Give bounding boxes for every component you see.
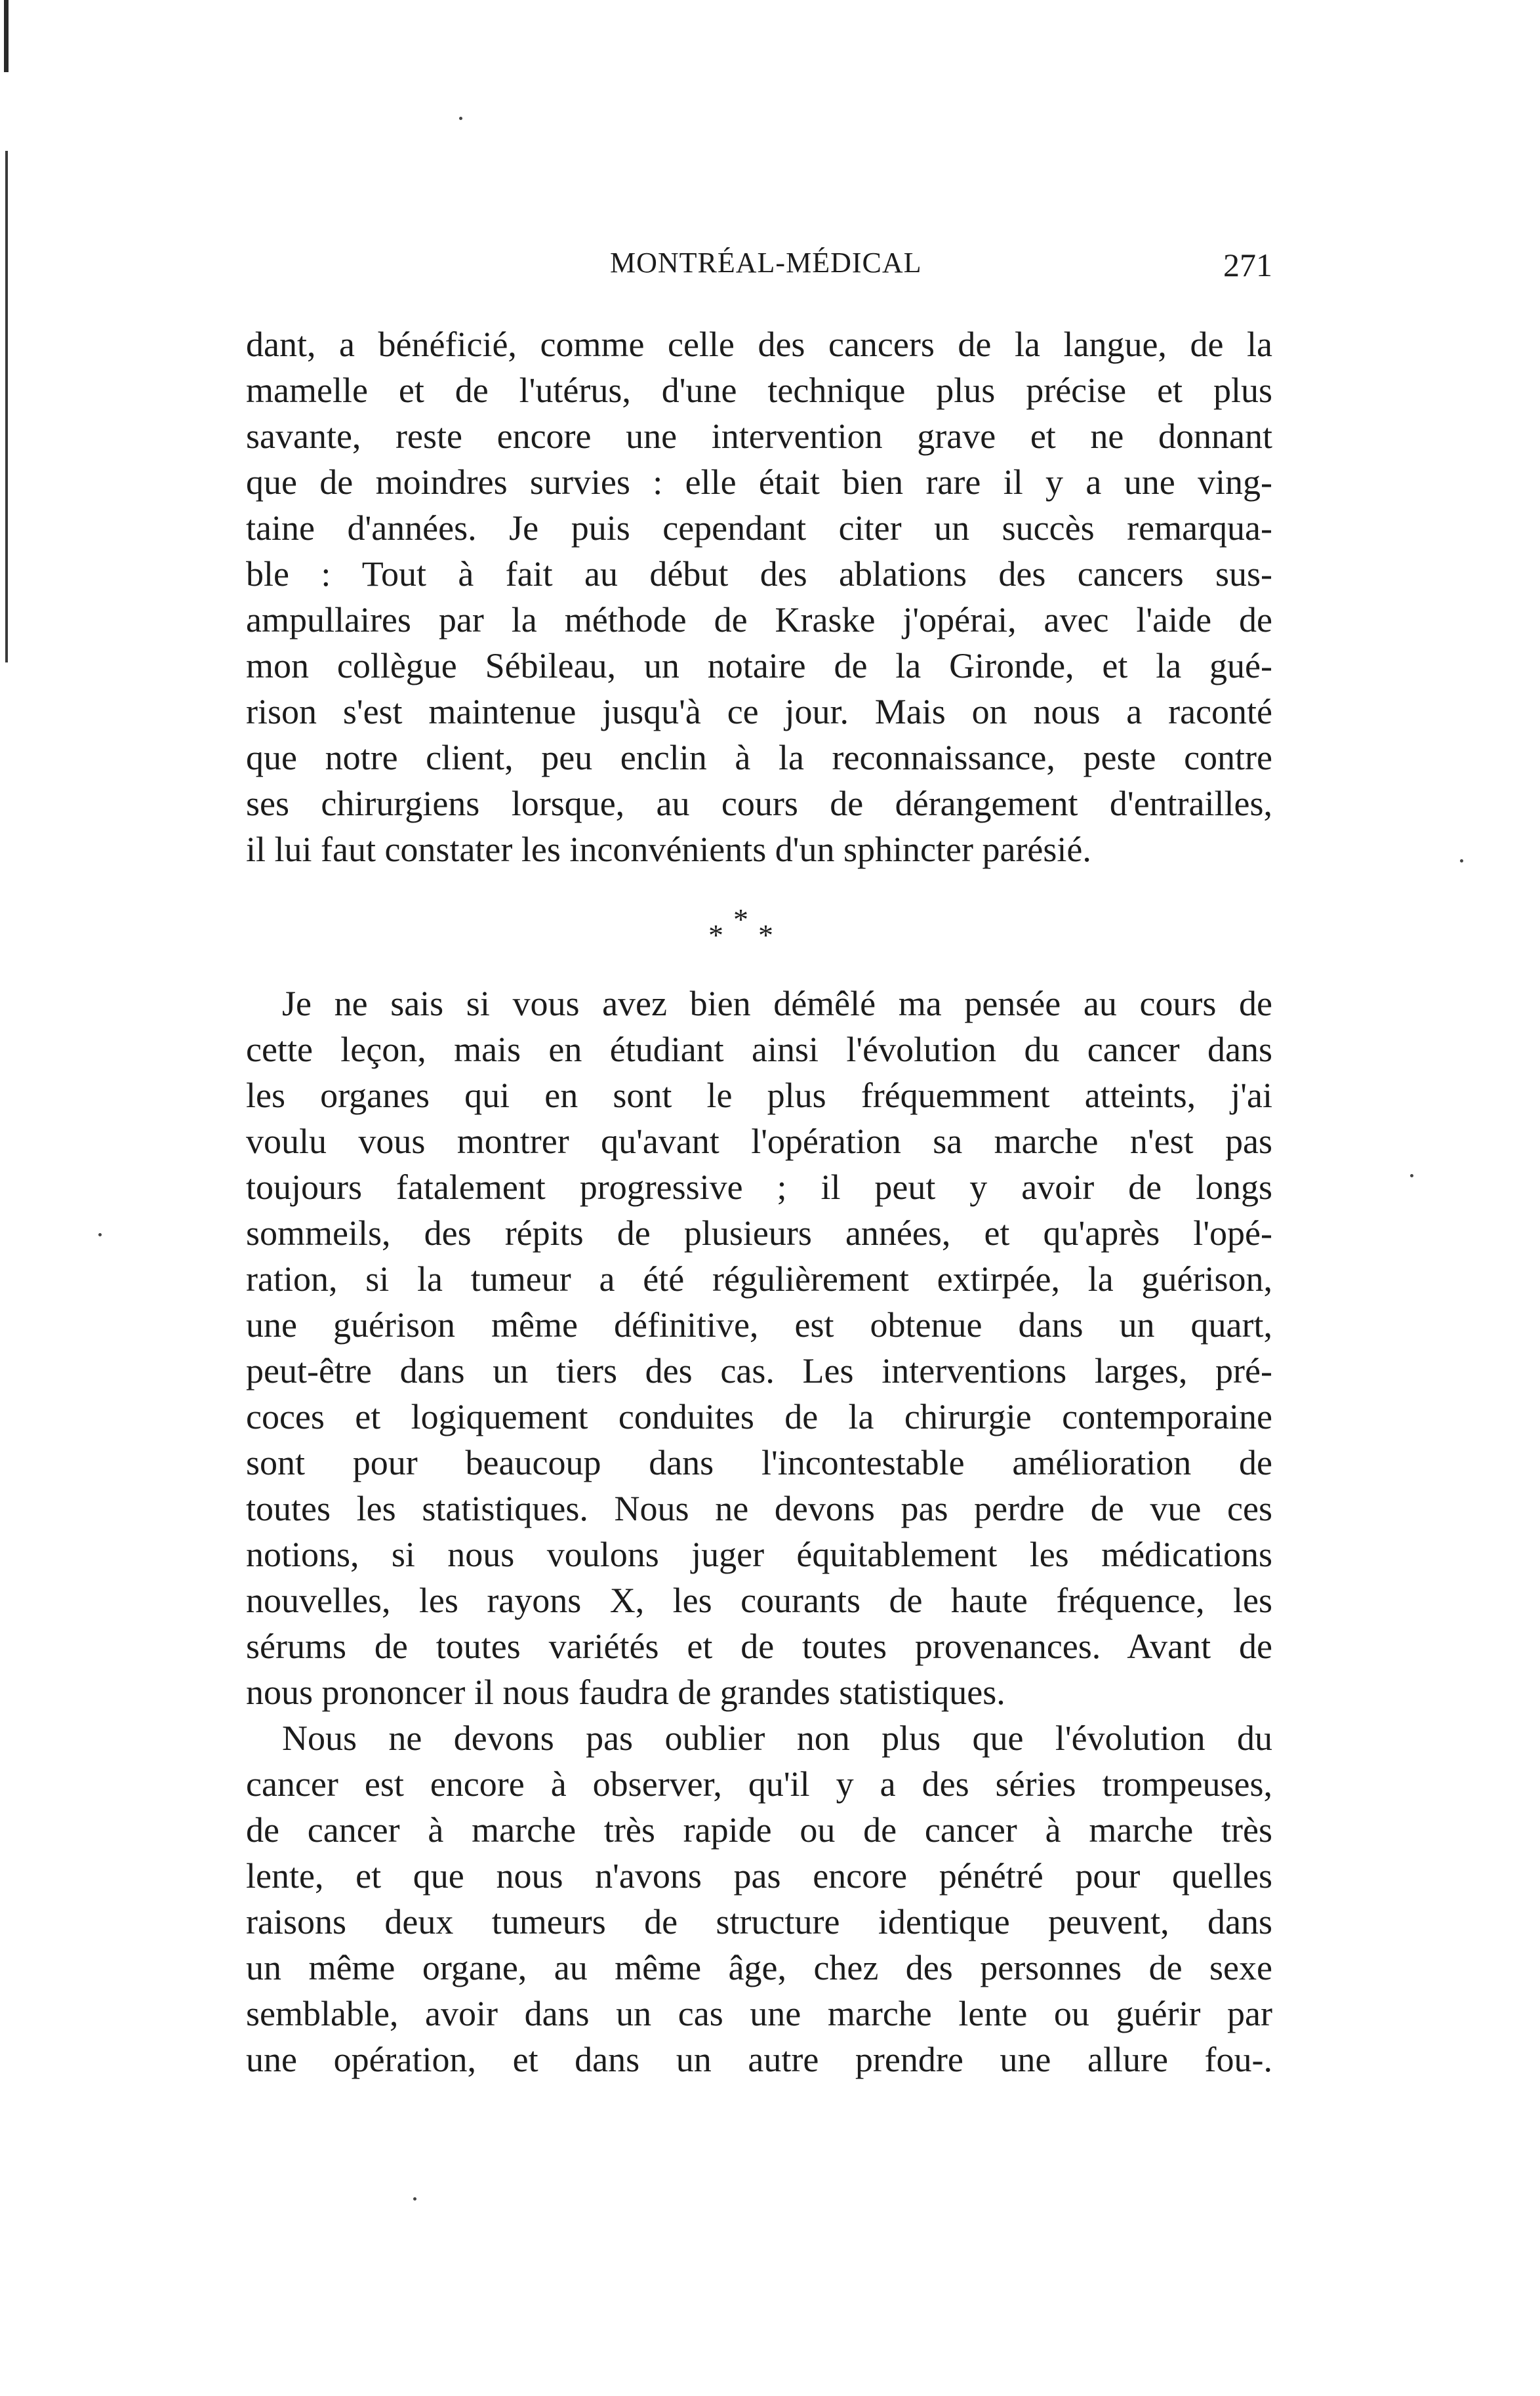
text-line: coces et logiquement conduites de la chirurgie contemporaine: [246, 1397, 1272, 1436]
text-line: cette leçon, mais en étudiant ainsi l'évolution du cancer dans: [246, 1030, 1272, 1069]
text-line: nouvelles, les rayons X, les courants de haute fréquence, les: [246, 1581, 1272, 1620]
paragraph: [246, 981, 1272, 1715]
text-line: ampullaires par la méthode de Kraske j'opérai, avec l'aide de: [246, 600, 1272, 640]
text-line: un même organe, au même âge, chez des personnes de sexe: [246, 1948, 1272, 1987]
scan-edge-mark: [5, 151, 8, 662]
text-line: dant, a bénéficié, comme celle des cancers de la langue, de la: [246, 325, 1272, 364]
asterisk: *: [733, 903, 748, 936]
scan-speck: [1410, 1174, 1413, 1177]
text-line: rison s'est maintenue jusqu'à ce jour. Mais on nous a raconté: [246, 692, 1272, 731]
page-number: 271: [1223, 247, 1272, 283]
paragraph: [246, 1715, 1272, 2082]
text-line: que notre client, peu enclin à la reconnaissance, peste contre: [246, 738, 1272, 777]
text-line: taine d'années. Je puis cependant citer un succès remarqua-: [246, 508, 1272, 548]
paragraph: [246, 321, 1272, 872]
text-line: ses chirurgiens lorsque, au cours de dérangement d'entrailles,: [246, 784, 1272, 823]
text-line: sérums de toutes variétés et de toutes provenances. Avant de: [246, 1627, 1272, 1666]
text-line: mamelle et de l'utérus, d'une technique plus précise et plus: [246, 371, 1272, 410]
scan-speck: [98, 1233, 102, 1236]
text-line: lente, et que nous n'avons pas encore pénétré pour quelles: [246, 1856, 1272, 1896]
running-title: MONTRÉAL-MÉDICAL: [610, 247, 922, 279]
text-line: voulu vous montrer qu'avant l'opération sa marche n'est pas: [246, 1122, 1272, 1161]
text-line: mon collègue Sébileau, un notaire de la Gironde, et la gué-: [246, 646, 1272, 685]
text-line: sont pour beaucoup dans l'incontestable amélioration de: [246, 1443, 1272, 1482]
text-line: il lui faut constater les inconvénients d'un sphincter parésié.: [246, 830, 1091, 869]
text-line: ration, si la tumeur a été régulièrement extirpée, la guérison,: [246, 1259, 1272, 1299]
text-line: raisons deux tumeurs de structure identique peuvent, dans: [246, 1902, 1272, 1941]
text-line: cancer est encore à observer, qu'il y a des séries trompeuses,: [246, 1764, 1272, 1804]
text-line: Je ne sais si vous avez bien démêlé ma pensée au cours de: [282, 984, 1272, 1023]
text-line: nous prononcer il nous faudra de grandes statistiques.: [246, 1673, 1005, 1712]
text-line: que de moindres survies : elle était bien rare il y a une ving-: [246, 462, 1272, 502]
text-line: notions, si nous voulons juger équitablement les médications: [246, 1535, 1272, 1574]
text-line: semblable, avoir dans un cas une marche lente ou guérir par: [246, 1994, 1272, 2033]
text-line: une guérison même définitive, est obtenue dans un quart,: [246, 1305, 1272, 1345]
section-asterism: [708, 902, 800, 954]
text-line: savante, reste encore une intervention grave et ne donnant: [246, 416, 1272, 456]
page-header: [246, 246, 1272, 292]
text-line: de cancer à marche très rapide ou de cancer à marche très: [246, 1810, 1272, 1850]
text-line: toutes les statistiques. Nous ne devons pas perdre de vue ces: [246, 1489, 1272, 1528]
text-line: sommeils, des répits de plusieurs années, et qu'après l'opé-: [246, 1213, 1272, 1253]
text-line: peut-être dans un tiers des cas. Les interventions larges, pré-: [246, 1351, 1272, 1391]
text-line: les organes qui en sont le plus fréquemment atteints, j'ai: [246, 1076, 1272, 1115]
asterisk: *: [758, 918, 773, 952]
scan-speck: [459, 117, 462, 120]
text-line: Nous ne devons pas oublier non plus que l'évolution du: [282, 1718, 1272, 1758]
text-line: toujours fatalement progressive ; il peut y avoir de longs: [246, 1168, 1272, 1207]
scan-speck: [1460, 859, 1463, 863]
text-line: ble : Tout à fait au début des ablations des cancers sus-: [246, 554, 1272, 594]
asterisk: *: [708, 918, 723, 952]
text-line: une opération, et dans un autre prendre une allure fou-.: [246, 2040, 1272, 2079]
scan-speck: [413, 2197, 416, 2201]
scan-edge-mark: [4, 0, 9, 72]
